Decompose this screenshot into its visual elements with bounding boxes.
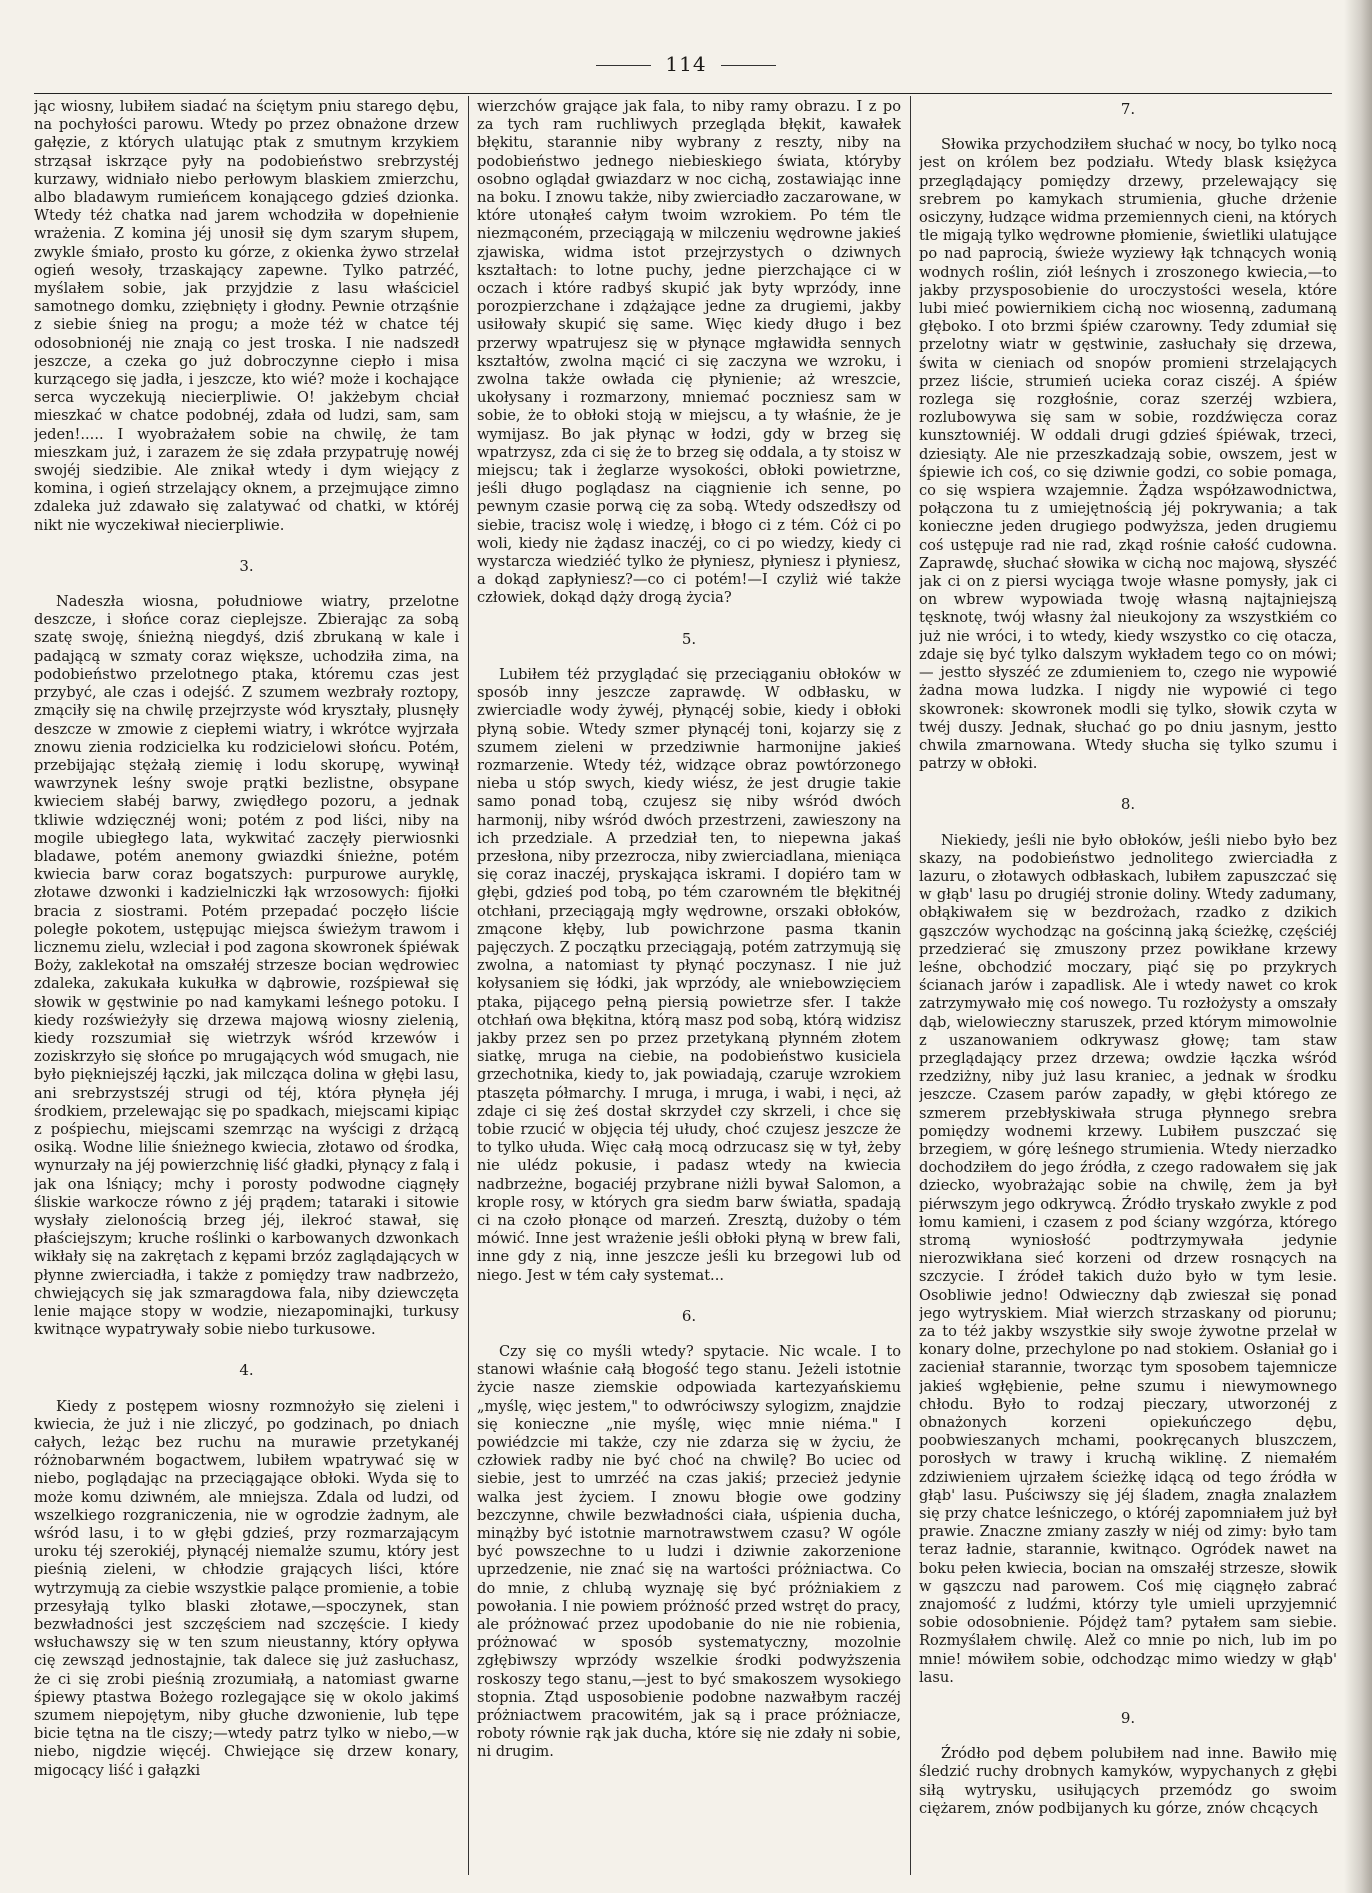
- section-number: 5.: [681, 629, 697, 648]
- page-edge-shadow: [1344, 0, 1372, 1893]
- paragraph: jąc wiosny, lubiłem siadać na ściętym pniu starego dębu, na pochyłości parowu. Wtedy po przez obnażone drzew gałęzie, z których ulatując ptak z smutnym krzykiem strząsał iskrzące pyły na podobieństwo srebrzystéj kurzawy, widniało niebo perłowym blaskiem zmierzchu, albo bladawym rumieńcem konającego gdzieś dzionka. Wtedy téż chatka nad jarem wchodziła w dopełnienie wrażenia. Z komina jéj unosił się dym szarym słupem, zwykle śmiało, prosto ku górze, z okienka żywo strzelał ogień wesoły, trzaskający zapewne. Tylko patrzéć, myślałem sobie, jak przyjdzie z lasu właściciel samotnego domku, zziębnięty i głodny. Pewnie otrząśnie z siebie śnieg na progu; a może téż w chatce téj odosobnionéj nie znają co jest troska. I nie nadszedł jeszcze, a czeka go już dobroczynne ciepło i misa kurzącego się jadła, i jeszcze, kto wié? może i kochające serca wyczekują niecierpliwie. O! jakżebym chciał mieszkać w chatce podobnéj, zdała od ludzi, sam, sam jeden!..... I wyobrażałem sobie na chwilę, że tam mieszkam już, i zarazem że się zdała przypatruję nowéj swojéj siedzibie. Ale znikał wtedy i dym wiejący z komina, i ogień strzelający oknem, a przejmujące zimno zdaleka już zdawało się zalatywać od chatki, w któréj nikt nie wyczekiwał niecierpliwie.: [34, 98, 459, 534]
- paragraph: Słowika przychodziłem słuchać w nocy, bo tylko nocą jest on królem bez podziału. Wtedy blask księżyca przeglądający pomiędzy drzewy, przelewający się srebrem po kamykach strumienia, głuche drżenie osiczyny, łudzące widma przemiennych cieni, na których tle migają tylko wędrowne płomienie, świetliki ulatujące po nad paprocią, świeże wyziewy łąk tchnących wonią wodnych roślin, ziół leśnych i zroszonego kwiecia,—to jakby przysposobienie do uroczystości wesela, które lubi mieć powiernikiem cichą noc wiosenną, zadumaną głęboko. I oto brzmi śpiéw czarowny. Tedy zdumiał się przelotny wiatr w gęstwinie, zasłuchały się drzewa, świta w cieniach od snopów promieni strzelających przez liście, strumień ucieka coraz ciszéj. A śpiéw rozlega się rozgłośnie, coraz szerzéj wzbiera, rozlubowywa się sam w sobie, rozdźwięcza coraz kunsztowniéj. W oddali drugi gdzieś śpiéwak, trzeci, dziesiąty. Ale nie przeszkadzają sobie, owszem, jest w śpiewie ich coś, co się dziwnie godzi, co sobie pomaga, co się wspiera wzajemnie. Żądza współzawodnictwa, połączona tu z umiejętnością jéj pokrywania; a tak konieczne jeden drugiego podwyższa, jeden drugiemu coś ustępuje rad nie rad, zkąd rośnie całość cudowna. Zaprawdę, słuchać słowika w cichą noc majową, słyszéć jak ci on z piersi wyciąga twoje własne pomysły, jak ci on wbrew wypowiada twoję własną najtajniejszą tęsknotę, twój własny żal nieukojony za wszystkiém co już nie wróci, i to wtedy, kiedy wszystko co cię otacza, zdaje się być tylko dalszym wykładem tego co on mówi;— jestto słyszéć ze zdumieniem to, czego nie wypowié żadna mowa ludzka. I nigdy nie wypowié ci tego skowronek: skowronek modli się tylko, słowik czyta w twéj duszy. Jednak, słuchać go po dniu jasnym, jestto chwila zmarnowana. Wtedy słucha się tylko szumu i patrzy w obłoki.: [919, 136, 1337, 773]
- paragraph: Lubiłem téż przyglądać się przeciąganiu obłoków w sposób inny jeszcze zaprawdę. W odbłasku, w zwierciadle wody żywéj, płynącéj sobie, kiedy i obłoki płyną sobie. Wtedy szmer płynącéj toni, kojarzy się z szumem zieleni w przedziwnie harmonijne jakieś rozmarzenie. Wtedy téż, widzące obraz powtórzonego nieba u stóp swych, kiedy wiész, że jest drugie takie samo ponad tobą, czujesz się niby wśród dwóch harmonij, niby wśród dwóch przestrzeni, zawieszony na ich przedziale. A przedział ten, to niepewna jakaś przesłona, niby przezrocza, niby zwierciadlana, mieniąca się coraz inaczéj, pryskająca iskrami. I dopiéro tam w głębi, gdzieś pod tobą, po tém czarowném tle błękitnéj otchłani, przeciągają mgły wędrowne, orszaki obłoków, zmącone kłęby, lub powichrzone pasma tkanin pajęczych. Z początku przeciągają, potém zatrzymują się zwolna, a natomiast ty płynąć poczynasz. I nie już kołysaniem się łódki, jak wprzódy, ale wniebowzięciem ptaka, pijącego pełną piersią powietrze sfer. I także otchłań owa błękitna, którą masz pod sobą, którą widzisz jakby przez sen po przez przetykaną płynném złotem siatkę, mruga na ciebie, na podobieństwo kusiciela grzechotnika, kiedy to, jak powiadają, czaruje wzrokiem ptaszęta półmarchy. I mruga, i mruga, i wabi, i nęci, aż zdaje ci się żeś dostał skrzydeł czy skrzeli, i chce się tobie rzucić w objęcia téj ułudy, choć czujesz jeszcze że to tylko ułuda. Więc całą mocą odrzucasz się w tył, żeby nie ulédz pokusie, i padasz wtedy na kwiecia nadbrzeżne, bogaciéj przybrane niżli bywał Salomon, a krople rosy, w których gra siedm barw światła, spadają ci na czoło płonące od marzeń. Zresztą, dużoby o tém mówić. Inne jest wrażenie jeśli obłoki płyną w brew fali, inne gdy z nią, inne jeszcze jeśli ku brzegowi lub od niego. Jest w tém cały systemat...: [477, 665, 901, 1284]
- text-column-1: [34, 98, 459, 1871]
- text-column-2: [477, 98, 901, 1871]
- page-number-value: 114: [665, 52, 707, 76]
- section-number: 7.: [1120, 100, 1136, 118]
- section-number: 4.: [239, 1361, 254, 1380]
- paragraph: Czy się co myśli wtedy? spytacie. Nic wcale. I to stanowi właśnie całą błogość tego stanu. Jeżeli istotnie życie nasze ziemskie odpowiada kartezyańskiemu „myślę, więc jestem," to odwróciwszy sylogizm, znajdzie się konieczne „nie myślę, więc mnie niéma." I powiédzcie mi także, czy nie zdarza się w życiu, że człowiek radby nie być choć na chwilę? Bo uciec od siebie, jest to umrzéć na czas jakiś; przecież jedynie walka jest życiem. I znowu błogie owe godziny bezczynne, chwile bezwładności ciała, uśpienia ducha, minążby być istotnie marnotrawstwem czasu? W ogóle być powszechne to u ludzi i dziwnie zakorzenione uprzedzenie, nie znać się na wartości próżniactwa. Co do mnie, z chlubą wyznaję się być próżniakiem z powołania. I nie powiem próżność przed wstręt do pracy, ale próżnować przez upodobanie do nie nie robienia, próżnować w sposób systematyczny, mozolnie zgłębiwszy wprzódy wszelkie środki podwyższenia roskoszy tego stanu,—jest to być smakoszem wysokiego stopnia. Ztąd usposobienie podobne nazwałbym raczéj próżniactwem pracowitém, jak są i prace próżniacze, roboty równie rąk jak ducha, które się nie zdały ni sobie, ni drugim.: [477, 1343, 901, 1761]
- section-number: 8.: [1120, 795, 1136, 814]
- page-number: [0, 52, 1372, 76]
- header-rule: [34, 93, 1332, 94]
- column-divider: [468, 96, 469, 1875]
- section-number: 6.: [681, 1306, 697, 1325]
- page-number-dash-right: [721, 65, 776, 66]
- paragraph: Nadeszła wiosna, południowe wiatry, przelotne deszcze, i słońce coraz cieplejsze. Zbierając za sobą szatę swoję, śnieżną niegdyś, dziś zbrukaną w kale i padającą w szmaty coraz większe, uchodziła zima, na podobieństwo przelotnego ptaka, któremu czas jest przybyć, ale czas i odejść. Z szumem wezbrały roztopy, zmąciły się na chwilę przejrzyste wód kryształy, plusnęły deszcze w zmowie z ciepłemi wiatry, i wkrótce wyjrzała znowu zienia rodzicielka ku rodzicielowi słońcu. Potém, przebijając stężałą ziemię i lodu skorupę, wywinął wawrzynek leśny swoje prątki bezlistne, obsypane kwieciem słabéj barwy, zwiędłego pozoru, a jednak tkliwie wdzięcznéj woni; potém z pod liści, niby na mogile ubiegłego lata, wykwitać zaczęły pierwiosnki bladawe, potém anemony gwiazdki śnieżne, potém kwiecia barw coraz bogatszych: purpurowe auryklę, złotawe dzwonki i kadzielniczki łąk wrzosowych: fijołki bracia z siostrami. Potém przepadać poczęło liście poległe pokotem, ustępując miejsca świeżym trawom i licznemu zielu, wzleciał i pod zagona skowronek śpiéwak Boży, zaklekotał na omszałéj strzesze bocian wędrowiec zdaleka, zakukała kukułka w dąbrowie, rozśpiewał się słowik w gęstwinie po nad kamykami leśnego potoku. I kiedy rozświeżyły się drzewa majową wiosny zielenią, kiedy rozszumiał się wietrzyk wśród krzewów i zoziskrzyło się słońce po mrugających wód smugach, nie było piękniejszéj łączki, jak milcząca dolina w głębi lasu, ani srebrzystszéj strugi od téj, która płynęła jéj środkiem, przelewając się po spadkach, miejscami kipiąc z pośpiechu, miejscami szemrząc na wyścigi z drżącą osiką. Wodne lilie śnieżnego kwiecia, złotawo od środka, wynurzały na jéj powierzchnię liść gładki, płynący z falą i jak ona lśniący; mchy i porosty podwodne ciągnęły śliskie warkocze równo z jéj prądem; tataraki i sitowie wysłały zielonością brzeg jéj, ilekroć stawał, się płaściejszym; kruche roślinki o karbowanych dzwonkach wikłały się na zakrętach z kępami brzóz zaglądających w płynne zwierciadła, i także z pomiędzy traw nadbrzeżo, chwiejących się jak szmaragdowa fala, niby dziewczęta lenie mające stopy w wodzie, niezapominajki, turkusy kwitnące wypatrywały sobie niebo turkusowe.: [34, 593, 459, 1339]
- column-divider: [910, 96, 911, 1875]
- section-number: 3.: [239, 556, 254, 575]
- section-number: 9.: [1120, 1709, 1136, 1728]
- text-column-3: [919, 98, 1337, 1871]
- paragraph: wierzchów grające jak fala, to niby ramy obrazu. I z po za tych ram ruchliwych przegląda błękit, kawałek błękitu, starannie niby wybrany z reszty, niby na podobieństwo jednego niebieskiego świata, któryby osobno oglądał gwiazdarz w noc cichą, zostawiając inne na boku. I znowu także, niby zwierciadło zaczarowane, w które utonąłeś całym twoim wzrokiem. Po tém tle niezmąconém, przeciągają w milczeniu wędrowne jakieś zjawiska, widma istot przejrzystych o dziwnych kształtach: to lotne puchy, jedne pierzchające ci w oczach i które radbyś skupić jak byty wprzódy, inne porozpierzchane i zdążające jedne za drugiemi, jakby usiłowały skupić się same. Więc kiedy długo i bez przerwy wpatrujesz się w płynące mgławidła sennych kształtów, zwolna mącić ci się zaczyna we wzroku, i zwolna także owłada cię płynienie; aż wreszcie, ukołysany i rozmarzony, mniemać poczniesz sam w sobie, że to obłoki stoją w miejscu, a ty właśnie, że je wymijasz. Bo jak płynąc w łodzi, gdy w brzeg się wpatrzysz, zda ci się że to brzeg się oddala, a ty stoisz w miejscu; tak i żeglarze wysokości, obłoki powietrzne, jeśli długo poglądasz na ciągnienie ich senne, po pewnym czasie porwą cię za sobą. Wtedy odszedłszy od siebie, tracisz wolę i wiedzę, i błogo ci z tém. Cóż ci po woli, kiedy nie żądasz inaczéj, co ci po wiedzy, kiedy ci wystarcza wiedziéć tylko że płyniesz, płyniesz i płyniesz, a dokąd zapłyniesz?—co ci potém!—I czyliż wié także człowiek, dokąd dąży drogą życia?: [477, 98, 901, 607]
- page-number-dash-left: [596, 65, 651, 66]
- paragraph: Niekiedy, jeśli nie było obłoków, jeśli niebo było bez skazy, na podobieństwo jednolitego zwierciadła z lazuru, o złotawych odbłaskach, lubiłem zapuszczać się w głąb' lasu po drugiéj stronie doliny. Wtedy zadumany, obłąkiwałem się w bezdrożach, rzadko z dzikich gąszczów wychodząc na gościnną jaką ścieżkę, częściéj przedzierać się zmuszony przez powikłane krzewy leśne, obchodzić moczary, piąć się po przykrych ścianach jarów i zapadlisk. Ale i wtedy nawet co krok zatrzymywało mię coś nowego. Tu rozłożysty a omszały dąb, wielowieczny staruszek, przed którym mimowolnie z uszanowaniem odkrywasz głowę; tam staw przeglądający przez drzewa; owdzie łączka wśród rzedziżny, niby już lasu kraniec, a jednak w środku jeszcze. Czasem parów zapadły, w głębi którego ze szmerem przebłyskiwała struga płynnego srebra pomiędzy wodnemi krzewy. Lubiłem puszczać się brzegiem, w górę leśnego strumienia. Wtedy nierzadko dochodziłem do jego źródła, z czego radowałem się jak dziecko, wyobrażając sobie na chwilę, żem ja był piérwszym jego odkrywcą. Źródło tryskało zwykle z pod łomu kamieni, i czasem z pod ściany wzgórza, którego stromą wyniosłość podtrzymywała jedynie nierozwikłana sieć korzeni od drzew rosnących na szczycie. I źródeł takich dużo było w tym lesie. Osobliwie jedno! Odwieczny dąb zwieszał się ponad jego wytryskiem. Miał wierzch strzaskany od piorunu; za to téż jakby wszystkie siły swoje żywotne przelał w konary dolne, przechylone po nad stokiem. Osłaniał go i zacieniał starannie, tworząc tym sposobem tajemnicze jakieś wgłębienie, pełne szumu i niewymownego chłodu. Było to rodzaj pieczary, utworzonéj z obnażonych korzeni opiekuńczego dębu, poobwieszanych mchami, pookręcanych bluszczem, porosłych w trawy i kruchą wiklinę. Z niemałém zdziwieniem ujrzałem ścieżkę idącą od tego źródła w głąb' lasu. Puściwszy się jéj śladem, znagła znalazłem się przy chatce leśniczego, o któréj zapomniałem już był prawie. Znaczne zmiany zaszły w niéj od zimy: było tam teraz ładnie, starannie, kwitnąco. Ogródek nawet na boku pełen kwiecia, bocian na omszałéj strzesze, słowik w gąszczu nad parowem. Coś mię ciągnęło zabrać znajomość z ludźmi, którzy tyle umieli uprzyjemnić sobie odosobnienie. Pójdęż tam? pytałem sam siebie. Rozmyślałem chwilę. Alež co mnie po nich, lub im po mnie! mówiłem sobie, odchodząc mimo wiedzy w głąb' lasu.: [919, 831, 1337, 1686]
- paragraph: Źródło pod dębem polubiłem nad inne. Bawiło mię śledzić ruchy drobnych kamyków, wypychanych z głębi siłą wytrysku, usiłujących przemódz go swoim ciężarem, znów podbijanych ku górze, znów chcących: [919, 1745, 1337, 1817]
- paragraph: Kiedy z postępem wiosny rozmnożyło się zieleni i kwiecia, że już i nie zliczyć, po godzinach, po dniach całych, leżąc bez ruchu na murawie przetykanéj różnobarwném bogactwem, lubiłem wpatrywać się w niebo, poglądając na przeciągające obłoki. Wyda się to może komu dziwném, ale mniejsza. Zdala od ludzi, od wszelkiego rozgraniczenia, nie w ogrodzie żadnym, ale wśród lasu, i to w głębi gdzieś, przy rozmarzającym uroku téj szerokiéj, płynącéj niemalże szumu, który jest pieśnią zieleni, w chłodzie grających liści, które wytrzymują za ciebie wszystkie palące promienie, a tobie przesyłają tylko blaski złotawe,—spoczynek, stan bezwładności jest szczęściem nad szczęście. I kiedy wsłuchawszy się w ten szum nieustanny, który opływa cię zewsząd jednostajnie, tak dalece się już zasłuchasz, że ci się zrobi pieśnią zrozumiałą, a natomiast gwarne śpiewy ptastwa Bożego rozlegające się w okolo jakimś szumem niepojętym, niby głuche dzwonienie, lub tępe bicie tętna na tle ciszy;—wtedy patrz tylko w niebo,—w niebo, nigdzie więcéj. Chwiejące się drzew konary, migocący liść i gałązki: [34, 1397, 459, 1779]
